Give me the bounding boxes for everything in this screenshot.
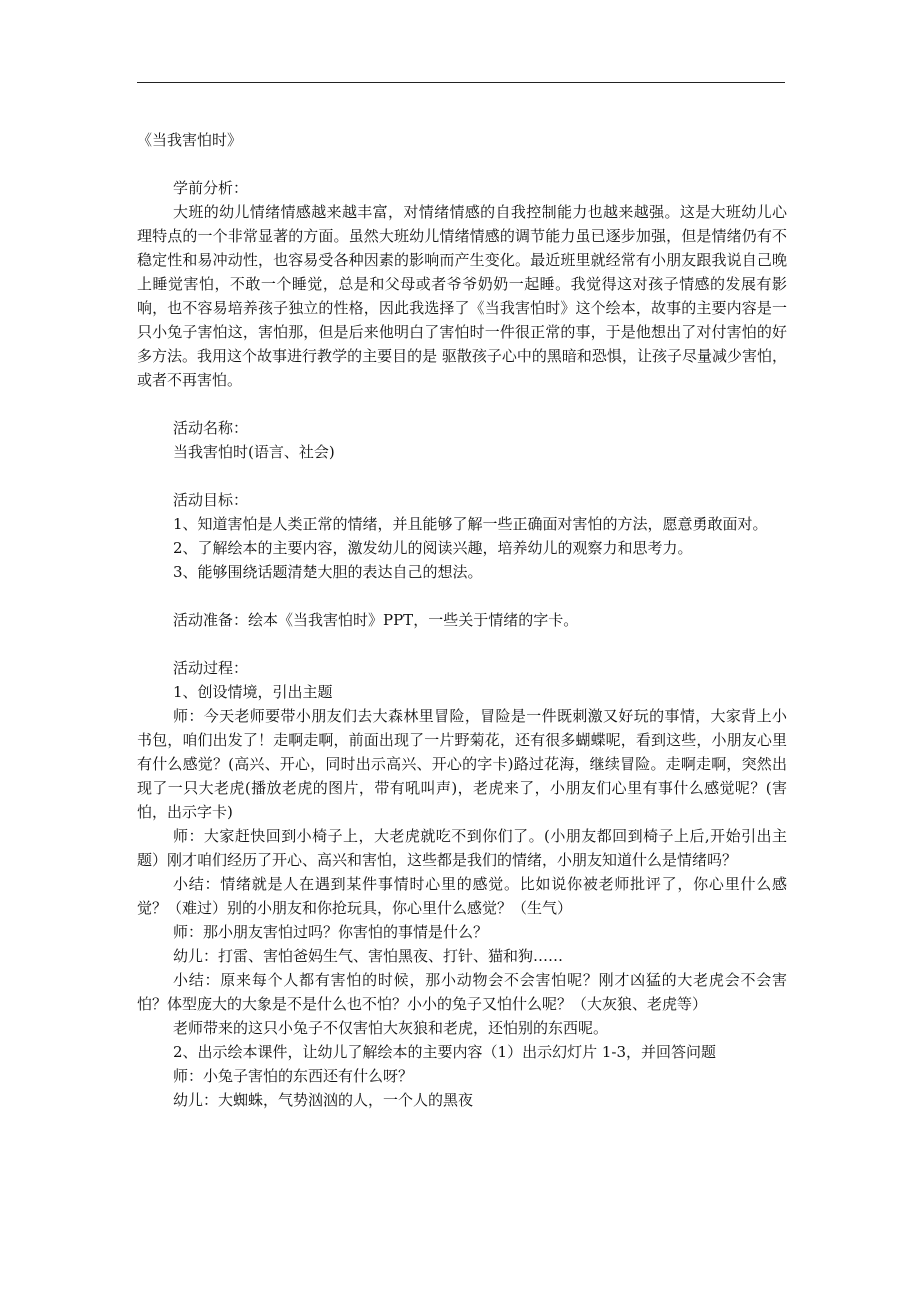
process-paragraph: 师：今天老师要带小朋友们去大森林里冒险，冒险是一件既刺激又好玩的事情，大家背上小书包，咱们出发了！走啊走啊，前面出现了一片野菊花，还有很多蝴蝶呢，看到这些，小朋友心里有什么感觉？(高兴、开心，同时出示高兴、开心的字卡)路过花海，继续冒险。走啊走啊，突然出现了一只大老虎(播放老虎的图片，带有吼叫声)，老虎来了，小朋友们心里有事什么感觉呢？(害怕，出示字卡)	[137, 707, 787, 821]
goal-item: 1、知道害怕是人类正常的情绪，并且能够了解一些正确面对害怕的方法，愿意勇敢面对。	[173, 515, 768, 533]
document-title: 《当我害怕时》	[137, 131, 243, 149]
name-text: 当我害怕时(语言、社会)	[173, 443, 335, 461]
name-heading: 活动名称：	[173, 419, 249, 437]
process-paragraph: 幼儿：打雷、害怕爸妈生气、害怕黑夜、打针、猫和狗……	[173, 947, 564, 965]
spacer	[137, 464, 787, 488]
analysis-heading: 学前分析：	[173, 179, 249, 197]
process-paragraph: 2、出示绘本课件，让幼儿了解绘本的主要内容（1）出示幻灯片 1-3，并回答问题	[173, 1043, 717, 1061]
spacer	[137, 584, 787, 608]
process-paragraph: 老师带来的这只小兔子不仅害怕大灰狼和老虎，还怕别的东西呢。	[173, 1019, 609, 1037]
process-paragraph: 小结：情绪就是人在遇到某件事情时心里的感觉。比如说你被老师批评了，你心里什么感觉？（难过）别的小朋友和你抢玩具，你心里什么感觉？（生气）	[137, 875, 787, 917]
prep-text: 活动准备：绘本《当我害怕时》PPT，一些关于情绪的字卡。	[173, 611, 579, 629]
process-paragraph: 小结：原来每个人都有害怕的时候，那小动物会不会害怕呢？刚才凶猛的大老虎会不会害怕？体型庞大的大象是不是什么也不怕？小小的兔子又怕什么呢？（大灰狼、老虎等）	[137, 971, 787, 1013]
document-body	[137, 128, 787, 1112]
analysis-paragraph: 大班的幼儿情绪情感越来越丰富，对情绪情感的自我控制能力也越来越强。这是大班幼儿心理特点的一个非常显著的方面。虽然大班幼儿情绪情感的调节能力虽已逐步加强，但是情绪仍有不稳定性和易冲动性，也容易受各种因素的影响而产生变化。最近班里就经常有小朋友跟我说自己晚上睡觉害怕，不敢一个睡觉，总是和父母或者爷爷奶奶一起睡。我觉得这对孩子情感的发展有影响，也不容易培养孩子独立的性格，因此我选择了《当我害怕时》这个绘本，故事的主要内容是一只小兔子害怕这，害怕那，但是后来他明白了害怕时一件很正常的事，于是他想出了对付害怕的好多方法。我用这个故事进行教学的主要目的是 驱散孩子心中的黑暗和恐惧，让孩子尽量减少害怕，或者不再害怕。	[137, 203, 787, 389]
process-paragraph: 1、创设情境，引出主题	[173, 683, 333, 701]
header-rule	[137, 82, 785, 83]
process-paragraph: 师：那小朋友害怕过吗？你害怕的事情是什么？	[173, 923, 489, 941]
goals-heading: 活动目标：	[173, 491, 249, 509]
process-paragraph: 师：小兔子害怕的东西还有什么呀？	[173, 1067, 414, 1085]
process-paragraph: 幼儿：大蜘蛛，气势汹汹的人，一个人的黑夜	[173, 1091, 474, 1109]
spacer	[137, 152, 787, 176]
process-heading: 活动过程：	[173, 659, 249, 677]
spacer	[137, 392, 787, 416]
process-paragraph: 师：大家赶快回到小椅子上，大老虎就吃不到你们了。(小朋友都回到椅子上后,开始引出主题）刚才咱们经历了开心、高兴和害怕，这些都是我们的情绪，小朋友知道什么是情绪吗？	[137, 827, 787, 869]
spacer	[137, 632, 787, 656]
goal-item: 2、了解绘本的主要内容，激发幼儿的阅读兴趣，培养幼儿的观察力和思考力。	[173, 539, 693, 557]
goal-item: 3、能够围绕话题清楚大胆的表达自己的想法。	[173, 563, 483, 581]
